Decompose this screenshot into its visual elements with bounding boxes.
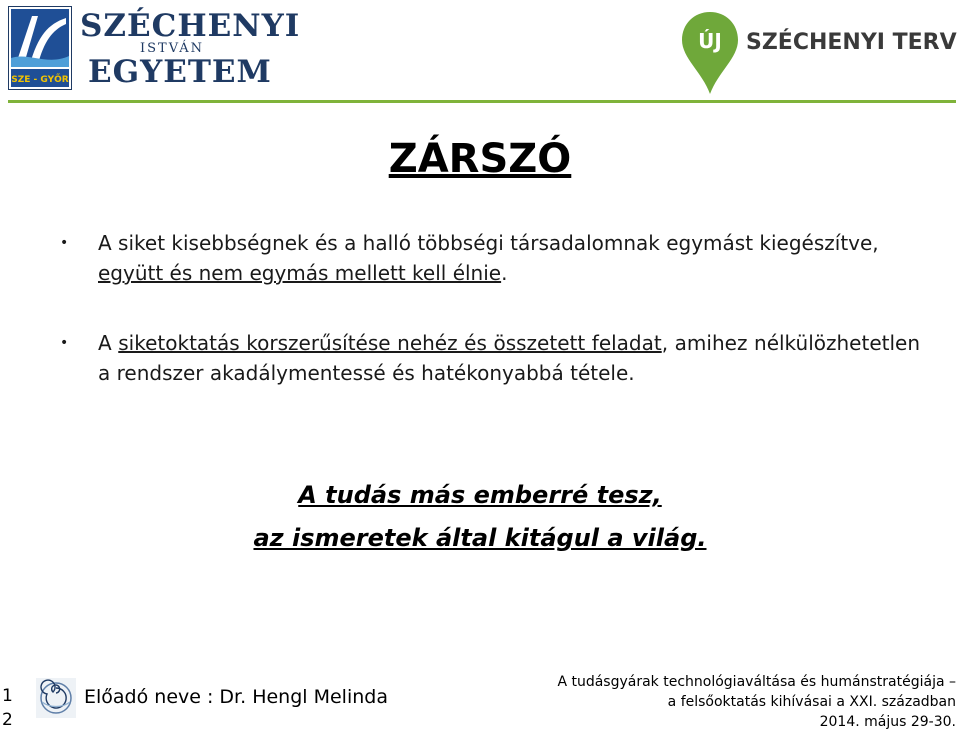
presenter-name: Előadó neve : Dr. Hengl Melinda: [84, 686, 388, 708]
uj-szechenyi-terv-logo: [680, 10, 960, 96]
bullet-item: [58, 228, 920, 288]
bullet-dot-icon: •: [60, 235, 69, 251]
closing-quote: [0, 474, 960, 560]
szechenyi-istvan-egyetem-logo: [8, 6, 300, 94]
bullet-text-start: A siket kisebbségnek és a halló többségi társadalomnak egymást kiegészítve,: [98, 231, 879, 255]
logo-line-szechenyi: SZÉCHENYI: [80, 8, 301, 44]
event-date: 2014. május 29-30.: [819, 714, 956, 730]
bullet-text-end: , amihez nélkülözhetetlen a rendszer akadálymentessé és hatékonyabbá tétele.: [98, 331, 920, 385]
pin-badge-text: ÚJ: [698, 29, 722, 53]
bullet-text-end: .: [501, 261, 508, 285]
university-emblem-icon: [8, 6, 72, 90]
spiral-emblem-icon: [36, 678, 76, 718]
page-number: [2, 684, 14, 732]
terv-logo-text: SZÉCHENYI TERV: [746, 30, 957, 55]
slide-title: ZÁRSZÓ: [388, 136, 572, 182]
logo-line-istvan: ISTVÁN: [140, 41, 204, 56]
quote-line-2: az ismeretek által kitágul a világ.: [253, 524, 707, 552]
bullet-text-underlined: együtt és nem egymás mellett kell élnie: [98, 261, 502, 285]
event-title-line-2: a felsőoktatás kihívásai a XXI. században: [667, 694, 956, 710]
bullet-text-underlined: siketoktatás korszerűsítése nehéz és összetett feladat: [118, 331, 662, 355]
emblem-caption: SZE - GYŐR: [11, 75, 69, 85]
bullet-text-start: A: [98, 331, 119, 355]
event-title-line-1: A tudásgyárak technológiaváltása és humánstratégiája –: [557, 674, 956, 690]
event-info: [557, 672, 956, 732]
bullet-list: [58, 228, 920, 388]
header-divider: [8, 100, 956, 103]
quote-line-1: A tudás más emberré tesz,: [298, 481, 662, 509]
page-number-text: 12: [2, 686, 13, 730]
bullet-dot-icon: •: [60, 335, 69, 351]
location-pin-icon: [680, 10, 740, 96]
bullet-item: [58, 328, 920, 388]
logo-line-egyetem: EGYETEM: [88, 54, 272, 90]
